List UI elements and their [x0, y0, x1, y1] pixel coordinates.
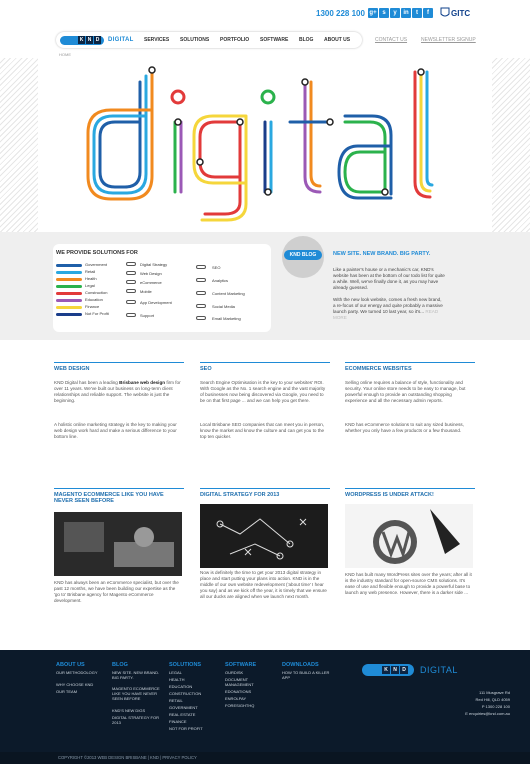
- footer-sw-1[interactable]: OURDISK: [225, 670, 244, 675]
- social-media-icon: [196, 304, 206, 308]
- line-education: [56, 299, 82, 302]
- contact-us-link[interactable]: CONTACT US: [375, 37, 408, 43]
- footer-solutions-heading[interactable]: SOLUTIONS: [169, 662, 202, 668]
- footer-about-heading[interactable]: ABOUT US: [56, 662, 85, 668]
- service-mobile[interactable]: Mobile: [140, 289, 152, 294]
- digital-strategy-icon: [126, 262, 136, 266]
- facebook-icon[interactable]: f: [423, 8, 433, 18]
- solutions-title: WE PROVIDE SOLUTIONS FOR: [56, 250, 138, 256]
- footer-logo-word: DIGITAL: [420, 665, 458, 675]
- google-plus-icon[interactable]: g+: [369, 10, 377, 16]
- seo-p2: Local Brisbane SEO companies that can meet you in person, know the market and know the culture and can get you to the top ten quicker.: [200, 422, 325, 439]
- magento-heading[interactable]: MAGENTO ECOMMERCE LIKE YOU HAVE NEVER SEEN BEFORE: [54, 488, 184, 504]
- web-design-p1-pre: KND Digital has been a leading: [54, 380, 120, 385]
- logo-word: DIGITAL: [108, 37, 134, 43]
- footer-blog-1[interactable]: NEW SITE. NEW BRAND. BIG PARTY.: [112, 670, 160, 680]
- magento-text: KND has always been an eCommerce specialist, but over the past 12 months, we have been building our expertise as the 'go to' Brisbane agency for Magento eCommerce development.: [54, 580, 179, 603]
- ecommerce-p1: Selling online requires a balance of style, functionality and security. Your online store needs to be easy to manage, but powerful enough to provide an outstanding shopping experience and all the necessary admin reports.: [345, 380, 466, 403]
- seo-p1: Search Engine Optimisation is the key to your websites' ROI. With Google as the No. 1 search engine and the vast majority of businesses now being discovered via Google, you need to be on that first page ... and we can help you get there.: [200, 380, 326, 403]
- solution-legal[interactable]: Legal: [85, 283, 95, 288]
- solution-education[interactable]: Education: [85, 297, 103, 302]
- share-icon[interactable]: s: [379, 8, 389, 18]
- nav-blog[interactable]: BLOG: [299, 37, 314, 43]
- read-more-link[interactable]: READ MORE: [333, 309, 439, 320]
- solution-construction[interactable]: Construction: [85, 290, 108, 295]
- footer-about-3[interactable]: OUR TEAM: [56, 689, 78, 694]
- footer-sol-4[interactable]: CONSTRUCTION: [169, 691, 202, 696]
- breadcrumb[interactable]: HOME: [59, 52, 71, 57]
- app-development-icon: [126, 300, 136, 304]
- footer-sol-2[interactable]: HEALTH: [169, 677, 185, 682]
- service-social-media[interactable]: Social Media: [212, 304, 235, 309]
- twitter-icon[interactable]: t: [412, 8, 422, 18]
- footer-sol-3[interactable]: EDUCATION: [169, 684, 193, 689]
- ecommerce-heading[interactable]: ECOMMERCE WEBSITES: [345, 362, 475, 372]
- footer-sw-4[interactable]: ENROLPAY: [225, 696, 247, 701]
- footer-sol-7[interactable]: REAL ESTATE: [169, 712, 196, 717]
- magento-photo: [54, 512, 182, 576]
- service-email-marketing[interactable]: Email Marketing: [212, 316, 241, 321]
- footer-sol-5[interactable]: RETAIL: [169, 698, 183, 703]
- line-not-for-profit: [56, 313, 82, 316]
- nav-services[interactable]: SERVICES: [144, 37, 170, 43]
- logo-letter-n: N: [87, 37, 92, 43]
- line-finance: [56, 306, 82, 309]
- hero-digital-artwork: [80, 62, 450, 222]
- footer-blog-4[interactable]: DIGITAL STRATEGY FOR 2013: [112, 715, 159, 725]
- footer-software-heading[interactable]: SOFTWARE: [225, 662, 257, 668]
- content-marketing-icon: [196, 291, 206, 295]
- support-icon: [126, 313, 136, 317]
- web-design-icon: [126, 271, 136, 275]
- blog-paragraph-1: Like a painter's house or a mechanic's car, KND's website has been at the bottom of our todo list for quite a while. Well, we've finally done it, as you may have already guessed.: [333, 267, 445, 290]
- footer-about-1[interactable]: OUR METHODOLOGY: [56, 670, 98, 675]
- footer-about-2[interactable]: WHY CHOOSE KND: [56, 682, 94, 687]
- linkedin-icon[interactable]: in: [401, 8, 411, 18]
- gitc-crest-icon: [440, 7, 450, 19]
- strategy-text: Now is definitely the time to get your 2013 digital strategy in place and start putting your plans into action. KND is in the middle of our own website redevelopment ('about time' I hear you say) and as we kick off the year, it is timely that we ensure all our ducks are aligned when we launch next month.: [200, 570, 327, 599]
- wordpress-text: KND has built many WordPress sites over the years; after all it is the industry standard for open-source CMS solutions. It's ease of use and flexible enough to provide a powerful base to launch any web presence. However, there is a darker side ...: [345, 572, 472, 595]
- service-seo[interactable]: SEO: [212, 265, 221, 270]
- footer-downloads-heading[interactable]: DOWNLOADS: [282, 662, 319, 668]
- copyright[interactable]: COPYRIGHT ©2013 WEB DESIGN BRISBANE | KND | PRIVACY POLICY: [58, 755, 197, 760]
- solution-retail[interactable]: Retail: [85, 269, 96, 274]
- service-app-development[interactable]: App Development: [140, 300, 172, 305]
- footer-sw-3[interactable]: EDONATIONS: [225, 689, 252, 694]
- footer-logo-k: K: [382, 666, 390, 674]
- blog-paragraph-2: [333, 297, 445, 321]
- hatch-right: [492, 58, 530, 238]
- solution-health[interactable]: Health: [85, 276, 97, 281]
- footer-blog-heading[interactable]: BLOG: [112, 662, 128, 668]
- nav-software[interactable]: SOFTWARE: [260, 37, 289, 43]
- hatch-left: [0, 58, 38, 238]
- footer-blog-2[interactable]: MAGENTO ECOMMERCE LIKE YOU HAVE NEVER SEEN BEFORE: [112, 686, 160, 701]
- footer-sol-8[interactable]: FINANCE: [169, 719, 187, 724]
- blog-paragraph-2-text: With the new look website, comes a fresh new brand, a re-focus of our energy and quite probably a massive launch party. We turned 10 last year, so it's...: [333, 297, 443, 314]
- footer-logo-n: N: [391, 666, 399, 674]
- footer-sol-1[interactable]: LEGAL: [169, 670, 182, 675]
- line-retail: [56, 271, 82, 274]
- email-marketing-icon: [196, 316, 206, 320]
- footer-sw-5[interactable]: FORESIGHTHQ: [225, 703, 255, 708]
- service-web-design[interactable]: Web Design: [140, 271, 162, 276]
- seo-heading[interactable]: SEO: [200, 362, 330, 372]
- phone-number[interactable]: 1300 228 100: [316, 9, 365, 18]
- line-government: [56, 264, 82, 267]
- service-content-marketing[interactable]: Content Marketing: [212, 291, 245, 296]
- service-ecommerce[interactable]: eCommerce: [140, 280, 162, 285]
- ecommerce-p2: KND has eCommerce solutions to suit any sized business, whether you only have a few products or a few thousand.: [345, 422, 464, 433]
- footer-dl-1[interactable]: HOW TO BUILD A KILLER APP: [282, 670, 330, 680]
- mobile-icon: [126, 289, 136, 293]
- logo-letter-d: D: [95, 37, 100, 43]
- address-street: 111 Musgrave Rd: [479, 690, 510, 695]
- web-design-p2: A holistic online marketing strategy is the key to making your web design work hard and make a serious difference to your bottom line.: [54, 422, 177, 439]
- gitc-logo: GITC: [451, 9, 471, 18]
- footer-blog-3[interactable]: KND'S NEW DIGS: [112, 708, 146, 713]
- address-suburb: Red Hill, QLD 4059: [475, 697, 510, 702]
- solution-not-for-profit[interactable]: Not For Profit: [85, 311, 109, 316]
- blog-badge[interactable]: KND BLOG: [284, 250, 322, 260]
- line-legal: [56, 285, 82, 288]
- solution-finance[interactable]: Finance: [85, 304, 100, 309]
- logo-letter-k: K: [79, 37, 84, 43]
- footer-logo-d: D: [400, 666, 408, 674]
- nav-portfolio[interactable]: PORTFOLIO: [220, 37, 250, 43]
- analytics-icon: [196, 278, 206, 282]
- web-design-p1-post: firm for over 11 years. We've built our business on long-term client relationships and reliable support. The website is just the beginning.: [54, 380, 181, 403]
- service-support[interactable]: Support: [140, 313, 155, 318]
- youtube-icon[interactable]: y: [390, 8, 400, 18]
- web-design-p1: [54, 380, 182, 404]
- footer-sol-6[interactable]: GOVERNMENT: [169, 705, 198, 710]
- ecommerce-icon: [126, 280, 136, 284]
- strategy-chalkboard-photo: [200, 504, 328, 568]
- address-email[interactable]: E enquiries@knd.com.au: [465, 711, 510, 716]
- solution-government[interactable]: Government: [85, 262, 108, 267]
- line-health: [56, 278, 82, 281]
- footer-sol-9[interactable]: NOT FOR PROFIT: [169, 726, 203, 731]
- footer-sw-2[interactable]: DOCUMENT MANAGEMENT: [225, 677, 254, 687]
- web-design-heading[interactable]: WEB DESIGN: [54, 362, 184, 372]
- wordpress-heading[interactable]: WORDPRESS IS UNDER ATTACK!: [345, 488, 475, 498]
- newsletter-signup-link[interactable]: NEWSLETTER SIGNUP: [421, 37, 476, 43]
- service-analytics[interactable]: Analytics: [212, 278, 229, 283]
- service-digital-strategy[interactable]: Digital Strategy: [140, 262, 168, 267]
- strategy-heading[interactable]: DIGITAL STRATEGY FOR 2013: [200, 488, 330, 498]
- blog-title[interactable]: NEW SITE. NEW BRAND. BIG PARTY.: [333, 251, 431, 257]
- nav-solutions[interactable]: SOLUTIONS: [180, 37, 210, 43]
- line-construction: [56, 292, 82, 295]
- wordpress-photo: [345, 504, 473, 568]
- web-design-p1-bold[interactable]: Brisbane web design: [119, 380, 166, 385]
- address-phone[interactable]: P 1300 228 100: [481, 704, 510, 709]
- seo-icon: [196, 265, 206, 269]
- nav-about-us[interactable]: ABOUT US: [324, 37, 351, 43]
